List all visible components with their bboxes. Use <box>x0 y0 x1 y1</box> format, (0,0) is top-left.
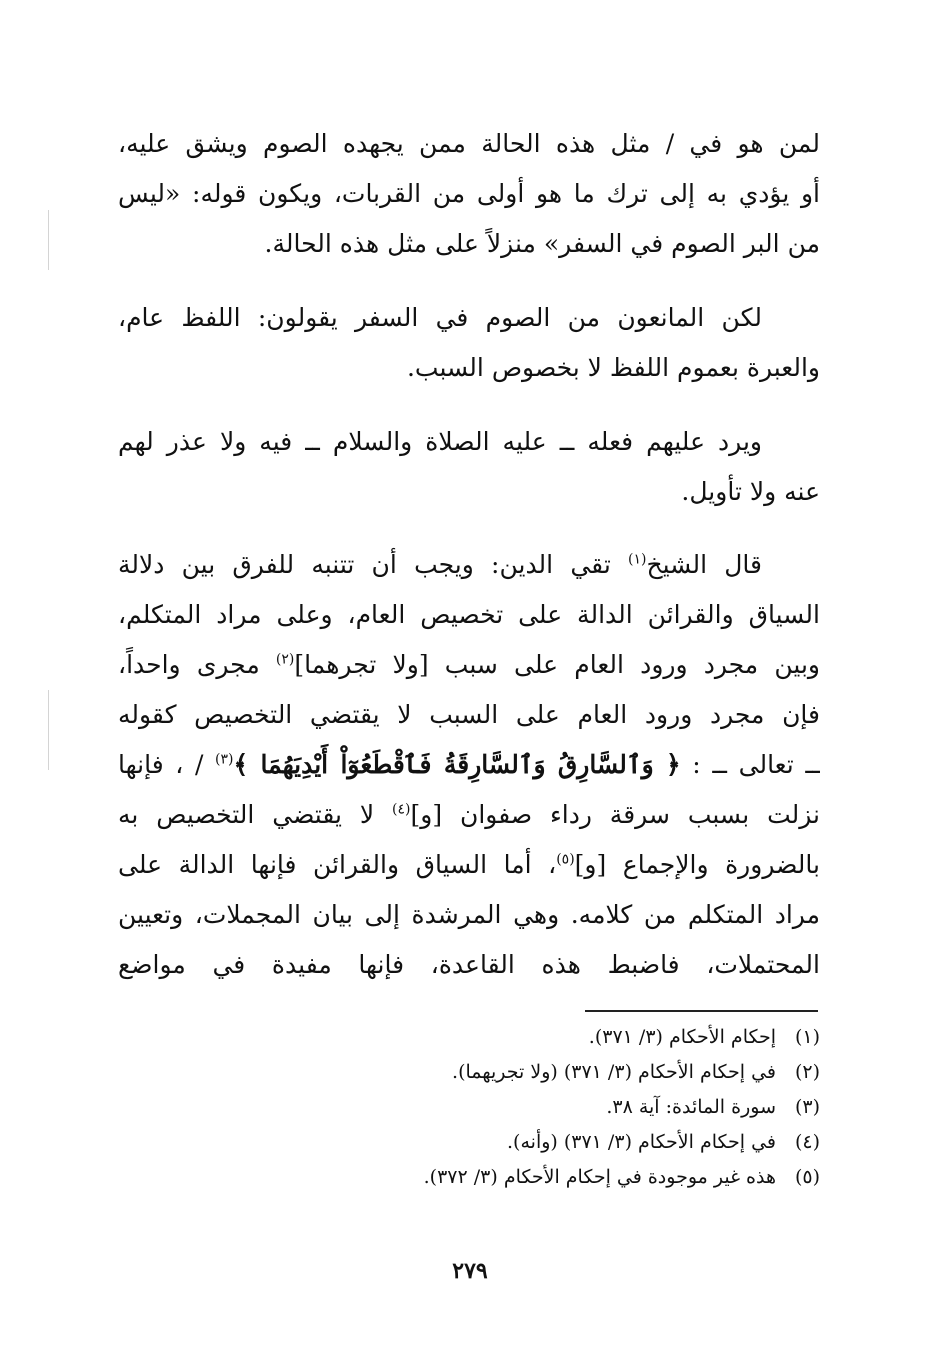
text-line: المحتملات، فاضبط هذه القاعدة، فإنها مفيدة في مواضع <box>118 950 820 979</box>
footnote-separator <box>585 1010 818 1012</box>
footnote <box>200 1055 820 1090</box>
paragraph-1 <box>118 119 820 269</box>
footnote-number: (٤) <box>794 1131 820 1153</box>
text-fragment: نزلت بسبب سرقة رداء صفوان [و] <box>410 800 820 829</box>
text-line: مراد المتكلم من كلامه. وهي المرشدة إلى بيان المجملات، وتعيين <box>118 900 820 929</box>
text-line: من البر الصوم في السفر» منزلاً على مثل هذه الحالة. <box>264 229 820 258</box>
text-line: السياق والقرائن الدالة على تخصيص العام، وعلى مراد المتكلم، <box>118 600 820 629</box>
text-line <box>118 840 820 890</box>
footnote <box>200 1160 820 1195</box>
paragraph-3 <box>118 417 820 517</box>
footnote-text: إحكام الأحكام (٣/ ٣٧١). <box>588 1026 776 1048</box>
footnote <box>200 1090 820 1125</box>
paragraph-4 <box>118 540 820 990</box>
text-fragment: لا يقتضي التخصيص به <box>118 800 393 829</box>
text-line <box>118 740 820 790</box>
text-fragment: مجرى واحداً، <box>118 650 276 679</box>
text-line <box>118 790 820 840</box>
text-line: أو يؤدي به إلى ترك ما هو أولى من القربات، ويكون قوله: «ليس <box>118 179 820 208</box>
footnote-text: هذه غير موجودة في إحكام الأحكام (٣/ ٣٧٢). <box>423 1166 776 1188</box>
text-fragment: ــ تعالى ــ : <box>680 750 820 779</box>
text-line: فإن مجرد ورود العام على السبب لا يقتضي التخصيص كقوله <box>118 700 820 729</box>
text-line: لمن هو في / مثل هذه الحالة ممن يجهده الصوم ويشق عليه، <box>118 129 820 158</box>
footnote <box>200 1020 820 1055</box>
scan-margin-mark <box>48 690 49 770</box>
footnote-number: (٢) <box>794 1061 820 1083</box>
footnote-text: في إحكام الأحكام (٣/ ٣٧١) (وأنه). <box>507 1131 776 1153</box>
text-line <box>118 640 820 690</box>
footnote-ref: (٣) <box>215 751 234 768</box>
footnote-ref: (١) <box>628 551 647 568</box>
text-line: عنه ولا تأويل. <box>681 477 820 506</box>
quran-verse: ﴿ وَٱلسَّارِقُ وَٱلسَّارِقَةُ فَٱقْطَعُوٓاْ أَيْدِيَهُمَا ﴾ <box>233 750 681 779</box>
footnote-ref: (٢) <box>275 651 295 668</box>
paragraph-2 <box>118 293 820 393</box>
footnote-text: سورة المائدة: آية ٣٨. <box>606 1096 776 1118</box>
footnote-ref: (٥) <box>556 851 575 868</box>
footnotes <box>200 1020 820 1195</box>
footnote <box>200 1125 820 1160</box>
footnote-number: (١) <box>794 1026 820 1048</box>
text-fragment: ، أما السياق والقرائن فإنها الدالة على <box>118 850 557 879</box>
footnote-number: (٥) <box>794 1166 820 1188</box>
text-fragment: تقي الدين: ويجب أن تتنبه للفرق بين دلالة <box>118 550 629 579</box>
text-line: ويرد عليهم فعله ــ عليه الصلاة والسلام ــ فيه ولا عذر لهم <box>118 427 762 456</box>
text-fragment: وبين مجرد ورود العام على سبب [ولا تجرهما] <box>294 650 820 679</box>
text-fragment: قال الشيخ <box>646 550 762 579</box>
footnote-ref: (٤) <box>392 801 411 818</box>
scan-margin-mark <box>48 210 49 270</box>
page-number: ٢٧٩ <box>452 1258 488 1284</box>
footnote-text: في إحكام الأحكام (٣/ ٣٧١) (ولا تجريهما). <box>452 1061 776 1083</box>
text-fragment: / ، فإنها <box>118 750 216 779</box>
text-line: لكن المانعون من الصوم في السفر يقولون: اللفظ عام، <box>118 303 762 332</box>
text-line <box>118 540 820 590</box>
text-fragment: بالضرورة والإجماع [و] <box>574 850 820 879</box>
text-line: والعبرة بعموم اللفظ لا بخصوص السبب. <box>406 353 820 382</box>
footnote-number: (٣) <box>794 1096 820 1118</box>
